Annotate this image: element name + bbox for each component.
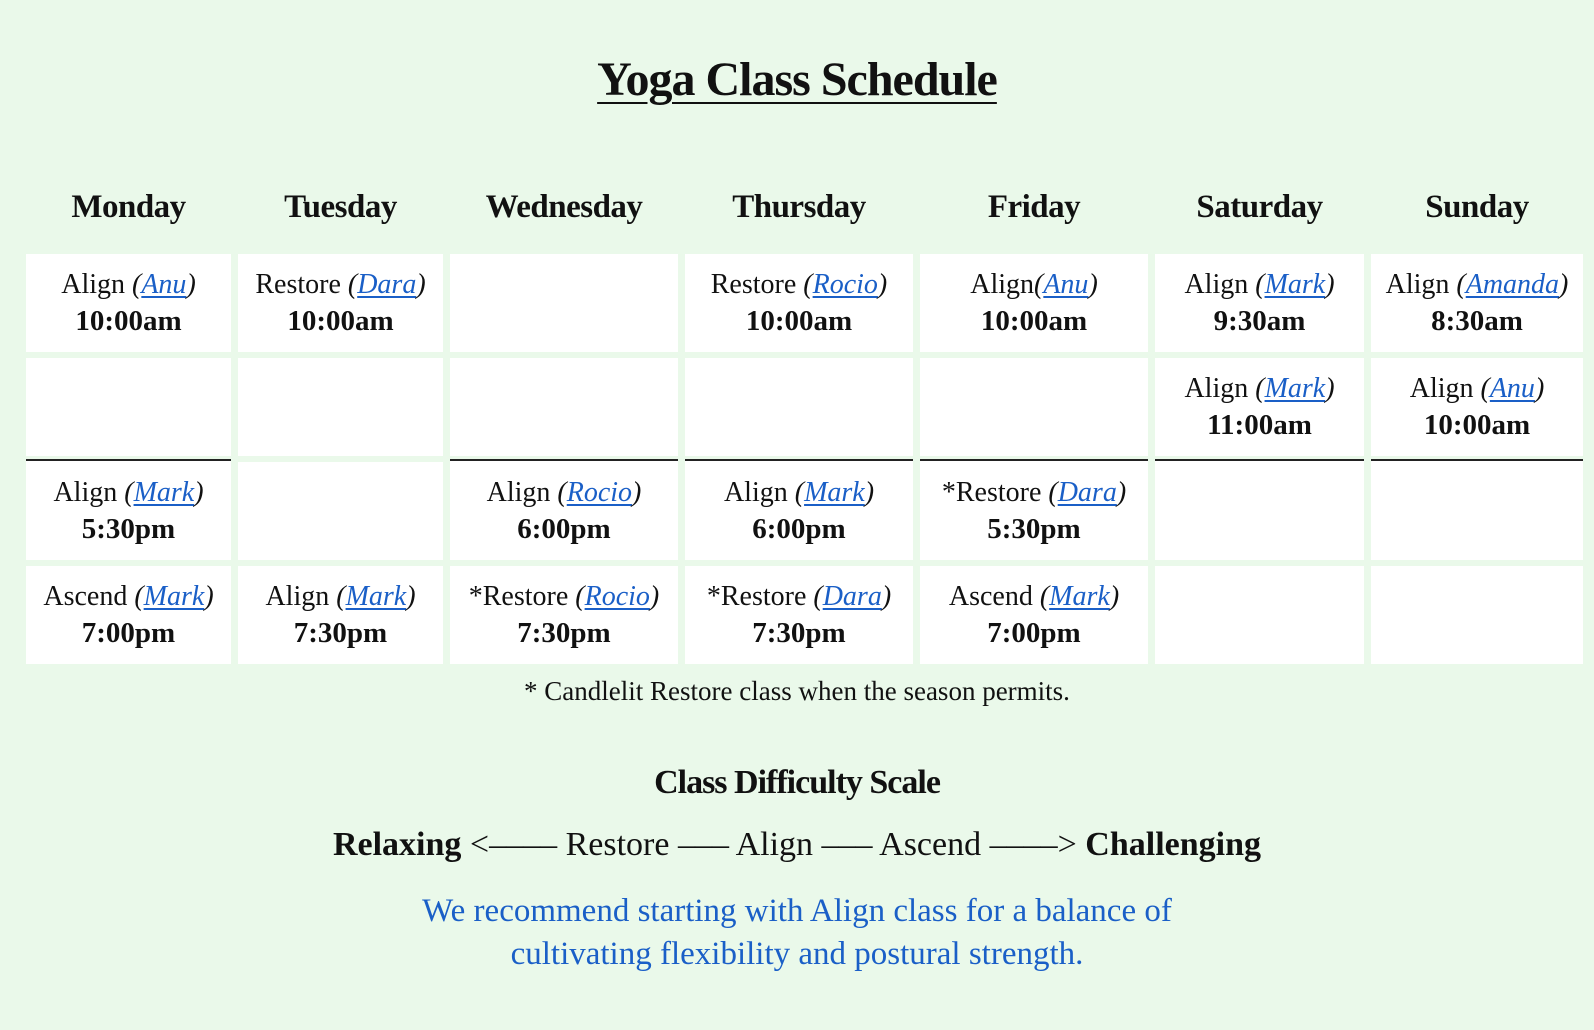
class-time: 10:00am [980, 305, 1088, 337]
paren-close: ) [881, 581, 892, 612]
class-cell [920, 459, 1148, 560]
class-time: 8:30am [1431, 305, 1523, 337]
class-time: 6:00pm [752, 512, 846, 545]
class-name: Align [1409, 373, 1474, 404]
class-name: Align [970, 269, 1034, 300]
paren-close: ) [1116, 476, 1127, 508]
page-title: Yoga Class Schedule [597, 53, 997, 106]
paren-open: ( [132, 269, 142, 300]
class-time: 11:00am [1207, 409, 1312, 441]
day-header-tuesday: Tuesday [284, 188, 397, 225]
class-time: 10:00am [745, 305, 853, 337]
class-name-line [43, 578, 213, 615]
empty-cell [450, 254, 678, 352]
class-name: Restore [720, 581, 807, 612]
class-time: 9:30am [1213, 305, 1306, 337]
instructor-link[interactable]: Mark [133, 476, 195, 508]
paren-open: ( [1255, 269, 1265, 300]
class-name: Align [1184, 373, 1249, 404]
recommendation-text [0, 890, 1594, 976]
paren-close: ) [186, 269, 196, 300]
instructor-link[interactable]: Rocio [566, 476, 633, 508]
class-name: Restore [955, 476, 1042, 508]
scale-arrows: <–––– Restore ––– Align ––– Ascend ––––> [469, 826, 1077, 863]
paren-open: ( [124, 476, 134, 508]
class-name-line [949, 578, 1119, 615]
scale-right-end: Challenging [1085, 826, 1262, 863]
class-time: 7:00pm [81, 617, 176, 649]
paren-close: ) [194, 476, 204, 508]
class-name: Restore [482, 581, 569, 612]
class-name-line [1386, 266, 1569, 303]
class-name-line [265, 578, 415, 615]
empty-cell [1155, 566, 1364, 664]
instructor-link[interactable]: Mark [345, 581, 407, 612]
class-time: 10:00am [287, 305, 394, 337]
instructor-link[interactable]: Dara [822, 581, 882, 612]
day-header-sunday: Sunday [1425, 188, 1529, 225]
class-name: Align [265, 581, 330, 612]
paren-open: ( [347, 269, 358, 300]
instructor-link[interactable]: Mark [1264, 373, 1326, 404]
empty-cell [238, 358, 443, 456]
class-name-line [724, 474, 874, 511]
class-name: Align [61, 269, 125, 300]
instructor-link[interactable]: Mark [143, 581, 205, 612]
paren-open: ( [1039, 581, 1050, 612]
paren-open: ( [1480, 373, 1490, 404]
class-name: Ascend [43, 581, 128, 612]
instructor-link[interactable]: Dara [1057, 476, 1117, 508]
empty-cell [685, 358, 913, 456]
instructor-link[interactable]: Rocio [584, 581, 650, 612]
class-name-line [487, 474, 642, 511]
paren-close: ) [649, 581, 660, 612]
instructor-link[interactable]: Dara [357, 269, 417, 300]
day-header-saturday: Saturday [1196, 188, 1323, 225]
paren-open: ( [1034, 269, 1044, 300]
difficulty-scale-title: Class Difficulty Scale [654, 764, 940, 801]
paren-close: ) [1325, 269, 1335, 300]
class-cell [26, 459, 231, 560]
class-name-line [469, 578, 660, 615]
class-time: 7:30pm [752, 617, 846, 649]
paren-close: ) [864, 476, 875, 508]
class-name-line [707, 578, 891, 615]
paren-close: ) [1559, 269, 1569, 300]
class-cell [1155, 358, 1364, 456]
instructor-link[interactable]: Mark [1049, 581, 1110, 612]
candlelit-marker: * [706, 581, 721, 612]
class-cell [685, 566, 913, 664]
empty-cell [450, 358, 678, 456]
paren-open: ( [1456, 269, 1466, 300]
instructor-link[interactable]: Mark [804, 476, 865, 508]
class-name-line [970, 266, 1098, 303]
empty-cell [26, 358, 231, 456]
instructor-link[interactable]: Anu [1043, 269, 1089, 300]
paren-close: ) [204, 581, 214, 612]
paren-open: ( [557, 476, 567, 508]
class-cell [1371, 358, 1583, 456]
scale-left-end: Relaxing [332, 826, 462, 863]
instructor-link[interactable]: Anu [1489, 373, 1535, 404]
class-cell [450, 566, 678, 664]
candlelit-marker: * [468, 581, 483, 612]
class-time: 10:00am [1423, 409, 1531, 441]
class-name-line [1184, 266, 1334, 303]
recommendation-line-2: cultivating flexibility and postural strength. [510, 936, 1084, 972]
class-cell [450, 459, 678, 560]
footnote: * Candlelit Restore class when the season permits. [524, 676, 1070, 706]
difficulty-scale [0, 826, 1594, 864]
class-cell [920, 254, 1148, 352]
paren-open: ( [134, 581, 144, 612]
schedule-grid [26, 166, 1576, 664]
class-time: 7:30pm [517, 617, 611, 649]
class-cell [1155, 254, 1364, 352]
paren-close: ) [416, 269, 426, 300]
empty-cell [920, 358, 1148, 456]
class-time: 7:30pm [293, 617, 388, 649]
class-name: Ascend [948, 581, 1033, 612]
class-time: 5:30pm [81, 512, 176, 545]
paren-open: ( [575, 581, 585, 612]
class-name-line [1184, 370, 1334, 407]
class-name: Align [486, 476, 551, 508]
empty-cell [1371, 566, 1583, 664]
paren-open: ( [813, 581, 823, 612]
day-header-monday: Monday [71, 188, 186, 225]
class-name: Align [53, 476, 118, 508]
paren-close: ) [1088, 269, 1098, 300]
class-cell [1371, 254, 1583, 352]
instructor-link[interactable]: Mark [1264, 269, 1326, 300]
empty-cell [1155, 459, 1364, 560]
paren-close: ) [1534, 373, 1545, 404]
paren-open: ( [336, 581, 346, 612]
class-name: Restore [255, 269, 341, 300]
paren-open: ( [1255, 373, 1265, 404]
class-name: Align [723, 476, 788, 508]
class-cell [238, 254, 443, 352]
class-name-line [61, 266, 196, 303]
paren-open: ( [803, 269, 813, 300]
paren-close: ) [406, 581, 416, 612]
day-header-wednesday: Wednesday [485, 188, 643, 225]
class-name-line [255, 266, 425, 303]
empty-cell [1371, 459, 1583, 560]
class-cell [26, 566, 231, 664]
instructor-link[interactable]: Rocio [812, 269, 878, 300]
paren-close: ) [877, 269, 888, 300]
class-name-line [942, 474, 1126, 511]
paren-open: ( [1048, 476, 1058, 508]
class-cell [26, 254, 231, 352]
class-name-line [1410, 370, 1545, 407]
class-name-line [53, 474, 203, 511]
class-time: 7:00pm [987, 617, 1081, 649]
class-cell [685, 254, 913, 352]
class-name: Align [1385, 269, 1450, 300]
paren-open: ( [794, 476, 805, 508]
recommendation-line-1: We recommend starting with Align class for a balance of [422, 893, 1172, 929]
instructor-link[interactable]: Anu [141, 269, 187, 300]
class-cell [920, 566, 1148, 664]
day-header-friday: Friday [987, 188, 1081, 225]
class-name: Align [1184, 269, 1249, 300]
instructor-link[interactable]: Amanda [1465, 269, 1560, 300]
class-name-line [711, 266, 888, 303]
class-time: 6:00pm [517, 512, 611, 545]
paren-close: ) [1325, 373, 1335, 404]
class-time: 5:30pm [987, 512, 1081, 545]
empty-cell [238, 462, 443, 560]
class-cell [238, 566, 443, 664]
paren-close: ) [632, 476, 642, 508]
paren-close: ) [1109, 581, 1120, 612]
day-header-thursday: Thursday [732, 188, 866, 225]
class-name: Restore [710, 269, 797, 300]
class-time: 10:00am [75, 305, 182, 337]
class-cell [685, 459, 913, 560]
candlelit-marker: * [941, 476, 956, 508]
